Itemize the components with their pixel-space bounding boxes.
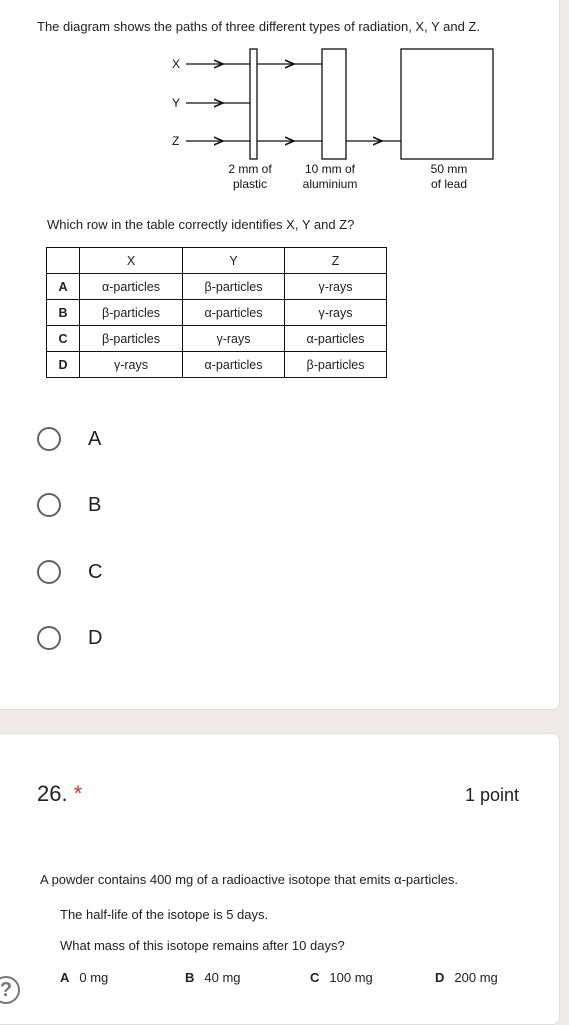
- table-row: [47, 326, 387, 352]
- table-cell: β-particles: [183, 274, 285, 300]
- label-x: X: [172, 57, 181, 71]
- lead-label-2: of lead: [430, 177, 468, 191]
- table-cell: B: [47, 300, 80, 326]
- radio-circle-icon[interactable]: [37, 626, 61, 650]
- radio-circle-icon[interactable]: [37, 493, 61, 517]
- table-cell: A: [47, 274, 80, 300]
- table-row: [47, 274, 387, 300]
- option-label: C: [88, 560, 103, 583]
- aluminium-label-1: 10 mm of: [304, 162, 356, 176]
- table-cell: α-particles: [183, 300, 285, 326]
- aluminium-sheet: [322, 49, 346, 159]
- table-cell: γ-rays: [80, 352, 183, 378]
- table-header: [47, 248, 80, 274]
- points-label: 1 point: [464, 785, 519, 805]
- question-card-26: [0, 733, 560, 1025]
- choice-value: 0 mg: [79, 970, 109, 985]
- label-y: Y: [172, 96, 181, 110]
- option-label: A: [88, 427, 102, 450]
- table-row: [47, 300, 387, 326]
- option-label: D: [88, 626, 103, 649]
- choice-value: 100 mg: [329, 970, 373, 985]
- table-cell: D: [47, 352, 80, 378]
- table-header-row: [47, 248, 387, 274]
- question-text: The half-life of the isotope is 5 days.: [60, 907, 269, 922]
- choice-c: [310, 970, 373, 985]
- choice-value: 40 mg: [204, 970, 241, 985]
- question-number: 26.: [37, 781, 68, 806]
- question-intro: The diagram shows the paths of three different types of radiation, X, Y and Z.: [37, 19, 480, 34]
- table-header: Y: [183, 248, 285, 274]
- radio-circle-icon[interactable]: [37, 560, 61, 584]
- table-cell: C: [47, 326, 80, 352]
- option-d[interactable]: [37, 623, 102, 653]
- table-cell: β-particles: [80, 326, 183, 352]
- table-row: [47, 352, 387, 378]
- required-marker: *: [73, 781, 83, 806]
- choice-letter: B: [185, 970, 195, 985]
- plastic-label-1: 2 mm of: [228, 162, 272, 176]
- table-cell: γ-rays: [183, 326, 285, 352]
- table-cell: β-particles: [80, 300, 183, 326]
- plastic-sheet: [250, 49, 257, 159]
- plastic-label-2: plastic: [232, 177, 268, 191]
- option-label: B: [88, 493, 102, 516]
- question-text: A powder contains 400 mg of a radioactive isotope that emits α-particles.: [40, 872, 458, 887]
- answer-table: [46, 247, 387, 378]
- table-cell: γ-rays: [285, 274, 387, 300]
- choice-letter: D: [435, 970, 445, 985]
- option-b[interactable]: [37, 490, 101, 520]
- table-header: Z: [285, 248, 387, 274]
- choice-value: 200 mg: [454, 970, 498, 985]
- table-cell: β-particles: [285, 352, 387, 378]
- aluminium-label-2: aluminium: [302, 177, 358, 191]
- question-prompt: Which row in the table correctly identifies X, Y and Z?: [47, 217, 355, 232]
- choice-letter: A: [60, 970, 70, 985]
- table-cell: α-particles: [183, 352, 285, 378]
- lead-block: [401, 49, 493, 159]
- radiation-diagram: [160, 45, 500, 201]
- table-cell: α-particles: [80, 274, 183, 300]
- label-z: Z: [172, 134, 180, 148]
- table-cell: γ-rays: [285, 300, 387, 326]
- table-header: X: [80, 248, 183, 274]
- choice-a: [60, 970, 108, 985]
- choice-b: [185, 970, 241, 985]
- choice-letter: C: [310, 970, 320, 985]
- option-c[interactable]: [37, 557, 102, 587]
- table-cell: α-particles: [285, 326, 387, 352]
- radio-circle-icon[interactable]: [37, 427, 61, 451]
- help-icon[interactable]: ?: [0, 976, 20, 1004]
- lead-label-1: 50 mm: [430, 162, 468, 176]
- choice-d: [435, 970, 498, 985]
- question-title: [37, 781, 82, 807]
- option-a[interactable]: [37, 424, 101, 454]
- question-text: What mass of this isotope remains after 10 days?: [60, 938, 345, 953]
